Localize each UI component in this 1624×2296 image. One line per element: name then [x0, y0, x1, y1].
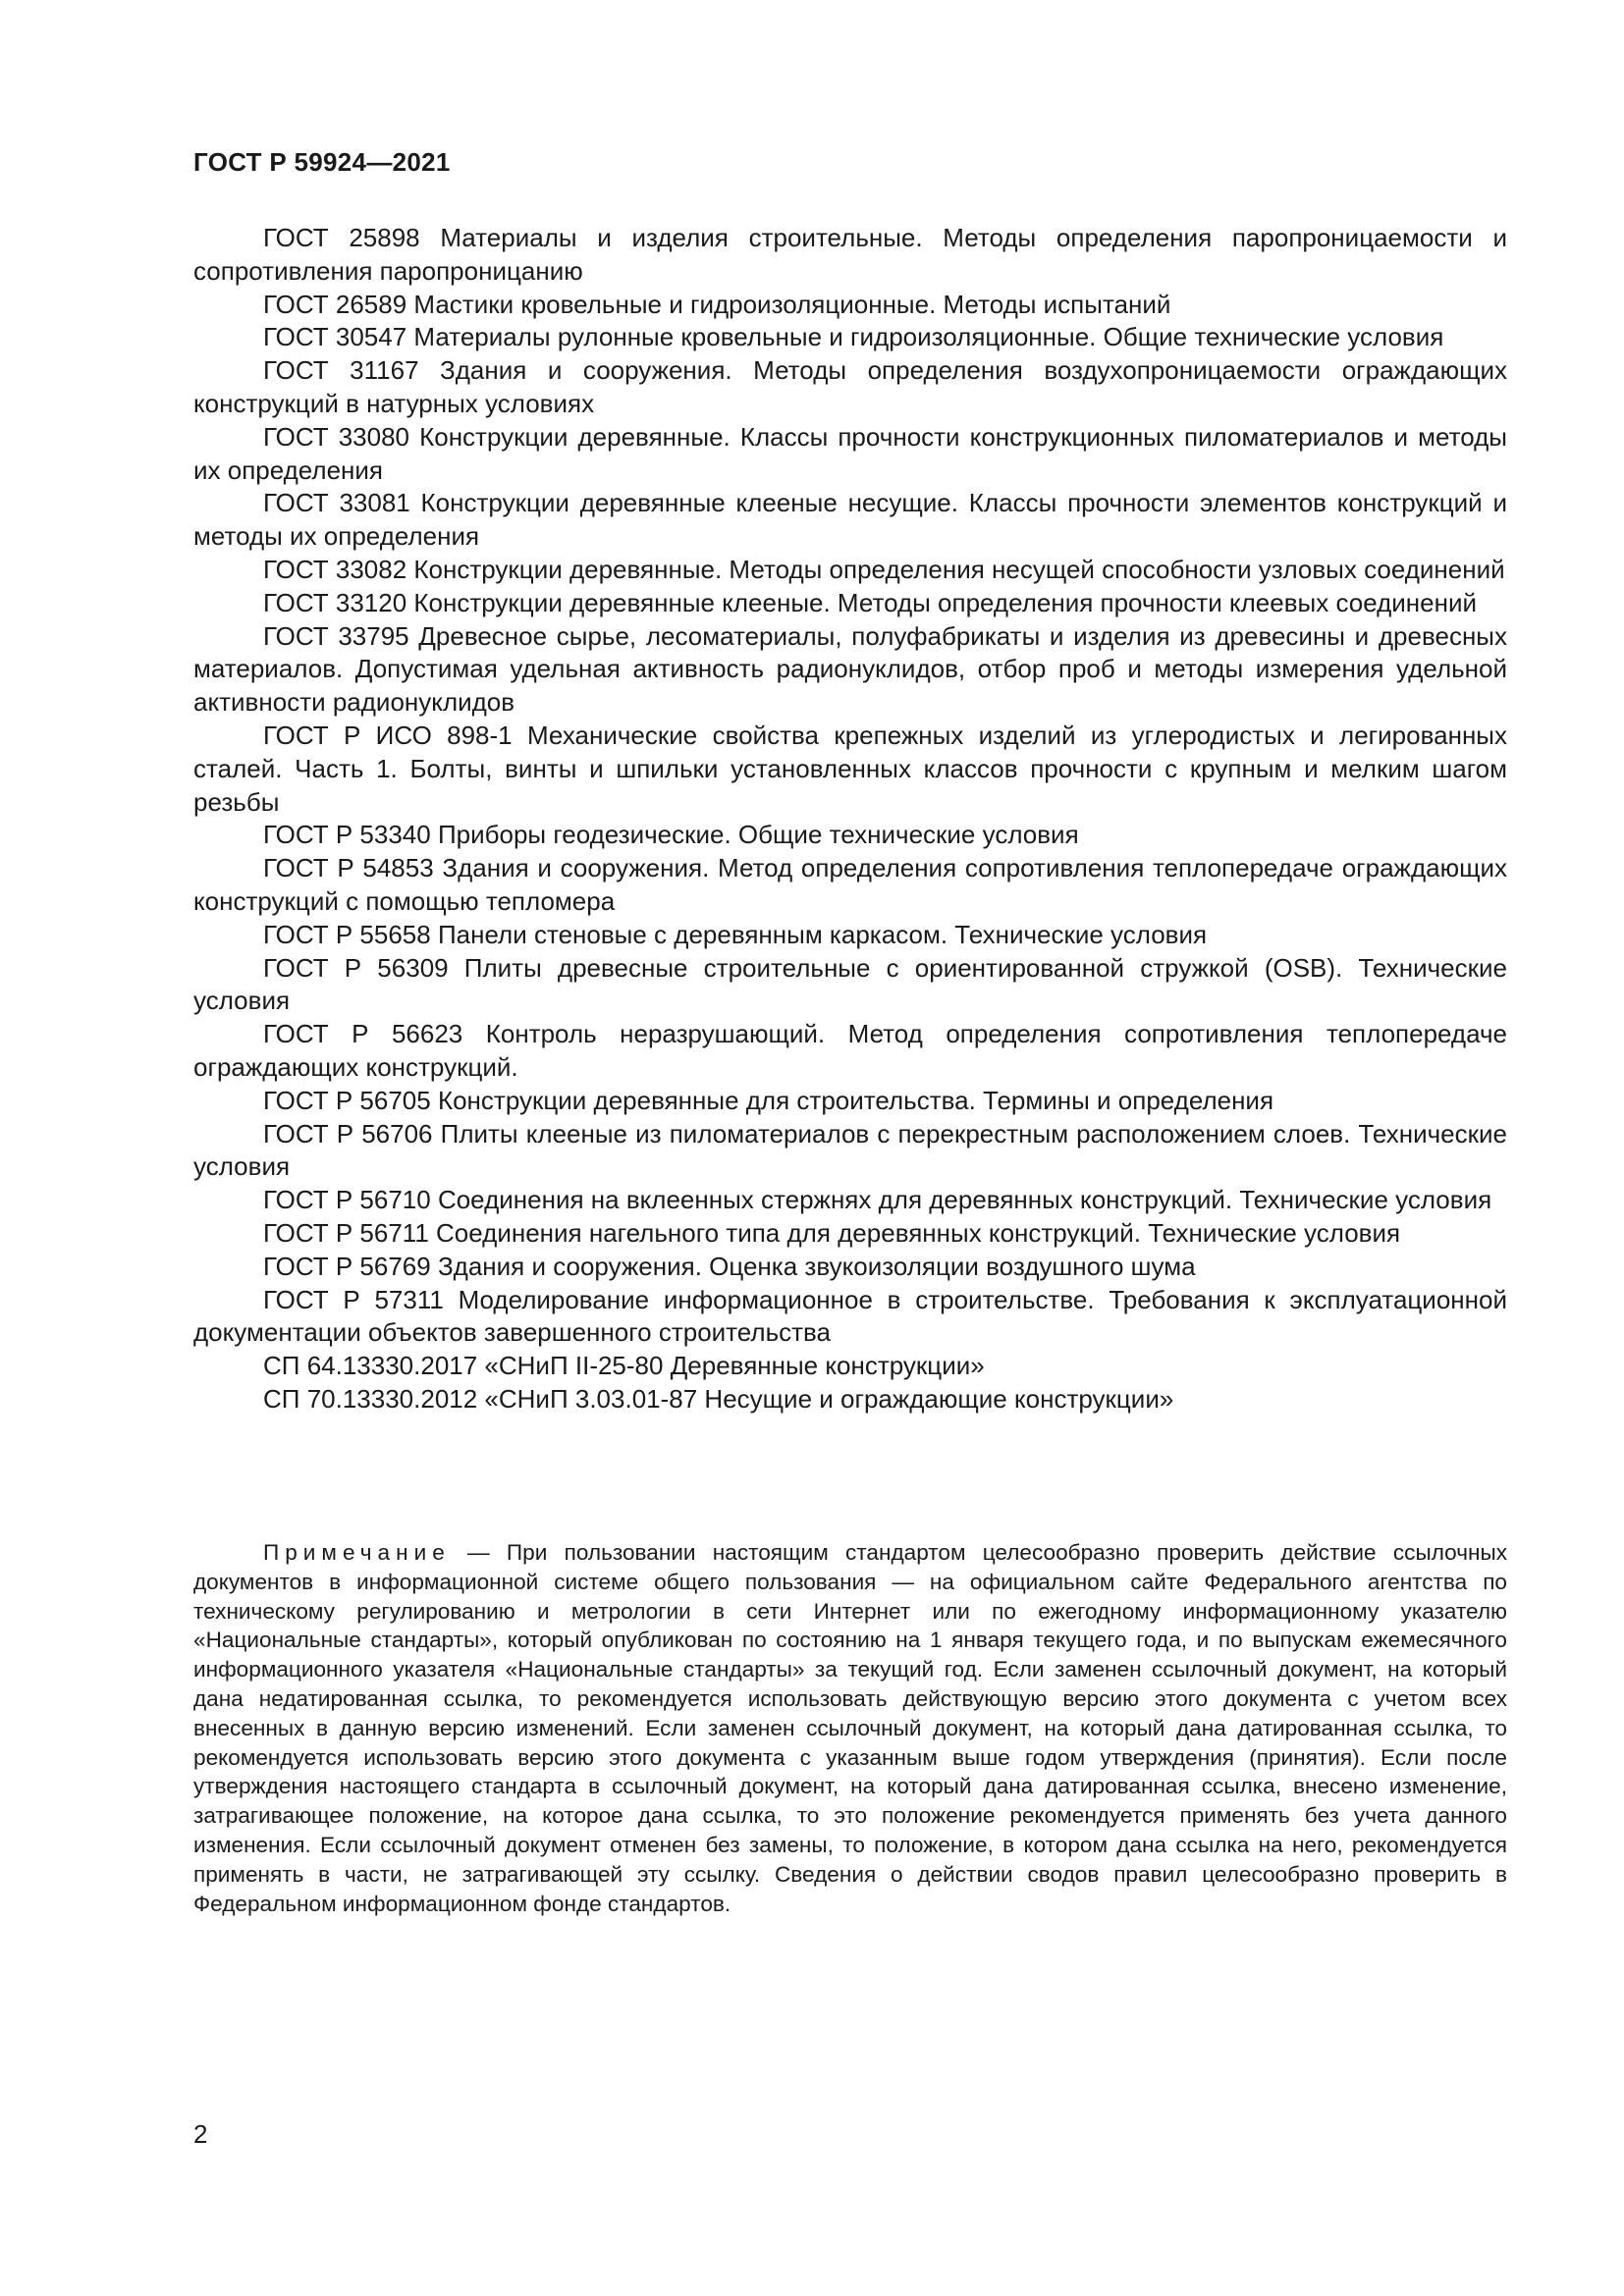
reference-item: ГОСТ Р 56623 Контроль неразрушающий. Метод определения сопротивления теплопередаче ограждающих конструкций.: [193, 1019, 1507, 1082]
reference-item: ГОСТ Р 53340 Приборы геодезические. Общие технические условия: [263, 820, 1079, 850]
note-paragraph: [193, 1538, 1507, 1918]
reference-item: ГОСТ 33081 Конструкции деревянные клееные несущие. Классы прочности элементов конструкций и методы их определения: [193, 488, 1507, 552]
document-header: ГОСТ Р 59924—2021: [193, 147, 451, 177]
note-label: Примечание: [263, 1540, 451, 1565]
note-text: — При пользовании настоящим стандартом целесообразно проверить действие ссылочных документов в информационной системе общего пользования — на официальном сайте Федерального агентства по техническому регулированию и метрологии в сети Интернет или по ежегодному информационному указателю «Национальные стандарты», который опубликован по состоянию на 1 января текущего года, и по выпускам ежемесячного информационного указателя «Национальные стандарты» за текущий год. Если заменен ссылочный документ, на который дана недатированная ссылка, то рекомендуется использовать действующую версию этого документа с учетом всех внесенных в данную версию изменений. Если заменен ссылочный документ, на который дана датированная ссылка, то рекомендуется использовать версию этого документа с указанным выше годом утверждения (принятия). Если после утверждения настоящего стандарта в ссылочный документ, на который дана датированная ссылка, внесено изменение, затрагивающее положение, на которое дана ссылка, то это положение рекомендуется применять без учета данного изменения. Если ссылочный документ отменен без замены, то положение, в котором дана ссылка на него, рекомендуется применять в части, не затрагивающей эту ссылку. Сведения о действии сводов правил целесообразно проверить в Федеральном информационном фонде стандартов.: [193, 1540, 1507, 1916]
reference-item: ГОСТ Р 57311 Моделирование информационное в строительстве. Требования к эксплуатационной документации объектов завершенного строительства: [193, 1284, 1507, 1348]
reference-item: ГОСТ 33795 Древесное сырье, лесоматериалы, полуфабрикаты и изделия из древесины и древесных материалов. Допустимая удельная активность радионуклидов, отбор проб и методы измерения удельной активности радионуклидов: [193, 620, 1507, 718]
reference-item: ГОСТ 33080 Конструкции деревянные. Классы прочности конструкционных пиломатериалов и методы их определения: [193, 421, 1507, 485]
reference-item: СП 64.13330.2017 «СНиП II-25-80 Деревянные конструкции»: [263, 1351, 985, 1381]
reference-item: ГОСТ Р ИСО 898-1 Механические свойства крепежных изделий из углеродистых и легированных сталей. Часть 1. Болты, винты и шпильки установленных классов прочности с крупным и мелким шагом резьбы: [193, 720, 1507, 817]
reference-item: ГОСТ 33120 Конструкции деревянные клееные. Методы определения прочности клеевых соединений: [263, 587, 1478, 617]
reference-item: СП 70.13330.2012 «СНиП 3.03.01-87 Несущие и ограждающие конструкции»: [263, 1383, 1174, 1414]
page-number: 2: [193, 2119, 208, 2149]
reference-item: ГОСТ 31167 Здания и сооружения. Методы определения воздухопроницаемости ограждающих конструкций в натурных условиях: [193, 355, 1507, 418]
references-list: [193, 222, 1507, 1416]
reference-item: ГОСТ Р 56710 Соединения на вклеенных стержнях для деревянных конструкций. Технические условия: [263, 1185, 1492, 1215]
reference-item: ГОСТ 30547 Материалы рулонные кровельные и гидроизоляционные. Общие технические условия: [263, 322, 1444, 352]
reference-item: ГОСТ Р 55658 Панели стеновые с деревянным каркасом. Технические условия: [263, 919, 1208, 949]
reference-item: ГОСТ Р 54853 Здания и сооружения. Метод определения сопротивления теплопередаче ограждающих конструкций с помощью тепломера: [193, 853, 1507, 916]
reference-item: ГОСТ Р 56309 Плиты древесные строительные с ориентированной стружкой (OSB). Технические условия: [193, 952, 1507, 1016]
reference-item: ГОСТ Р 56769 Здания и сооружения. Оценка звукоизоляции воздушного шума: [263, 1251, 1196, 1281]
reference-item: ГОСТ Р 56705 Конструкции деревянные для строительства. Термины и определения: [263, 1085, 1274, 1115]
reference-item: ГОСТ Р 56711 Соединения нагельного типа для деревянных конструкций. Технические условия: [263, 1217, 1401, 1248]
reference-item: ГОСТ 26589 Мастики кровельные и гидроизоляционные. Методы испытаний: [263, 289, 1171, 319]
reference-item: ГОСТ 25898 Материалы и изделия строительные. Методы определения паропроницаемости и сопротивления паропроницанию: [193, 223, 1507, 286]
reference-item: ГОСТ Р 56706 Плиты клееные из пиломатериалов с перекрестным расположением слоев. Технические условия: [193, 1118, 1507, 1182]
reference-item: ГОСТ 33082 Конструкции деревянные. Методы определения несущей способности узловых соединений: [263, 554, 1505, 584]
